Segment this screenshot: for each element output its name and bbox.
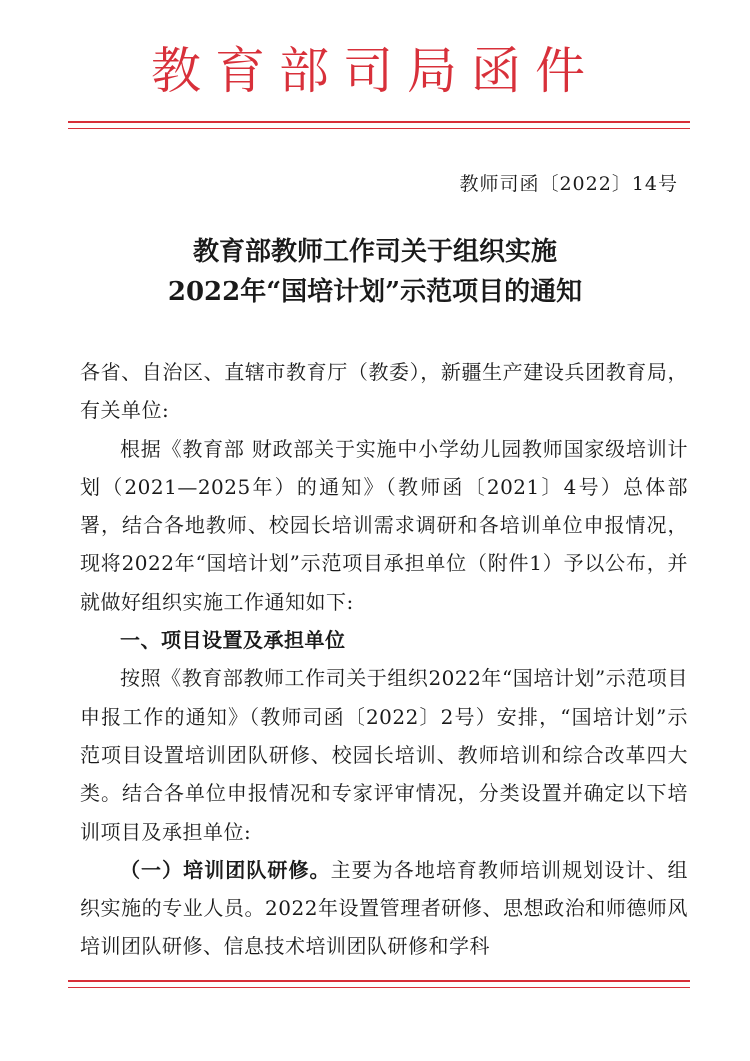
footer-rule-top [68,980,690,982]
paragraph-3 [80,851,688,966]
paragraph-3-text: 主要为各地培育教师培训规划设计、组织实施的专业人员。2022年设置管理者研修、思想政治和师德师风培训团队研修、信息技术培训团队研修和学科 [80,857,689,959]
document-number: 教师司函〔2022〕14号 [459,173,678,195]
subsection-1-heading: （一）培训团队研修。 [120,857,331,882]
footer-rule-bottom [68,987,690,988]
header-rule-bottom [68,128,690,129]
document-title-line-2: 2022年“国培计划”示范项目的通知 [167,277,583,307]
paragraph-2: 按照《教育部教师工作司关于组织2022年“国培计划”示范项目申报工作的通知》（教师司函〔2022〕2号）安排，“国培计划”示范项目设置培训团队研修、校园长培训、教师培训和综合改革四大类。结合各单位申报情况和专家评审情况，分类设置并确定以下培训项目及承担单位: [80,666,688,844]
header-rule-top [68,121,690,123]
document-title [0,232,750,312]
document-title-line-1: 教育部教师工作司关于组织实施 [192,237,557,267]
section-1-heading: 一、项目设置及承担单位 [120,628,346,653]
document-body [80,353,688,966]
salutation: 各省、自治区、直辖市教育厅（教委），新疆生产建设兵团教育局，有关单位: [80,360,688,423]
paragraph-1: 根据《教育部 财政部关于实施中小学幼儿园教师国家级培训计划（2021—2025年）的通知》（教师函〔2021〕4号）总体部署，结合各地教师、校园长培训需求调研和各培训单位申报情况，现将2022年“国培计划”示范项目承担单位（附件1）予以公布，并就做好组织实施工作通知如下: [80,436,688,614]
letterhead-title: 教育部司局函件 [151,42,599,100]
